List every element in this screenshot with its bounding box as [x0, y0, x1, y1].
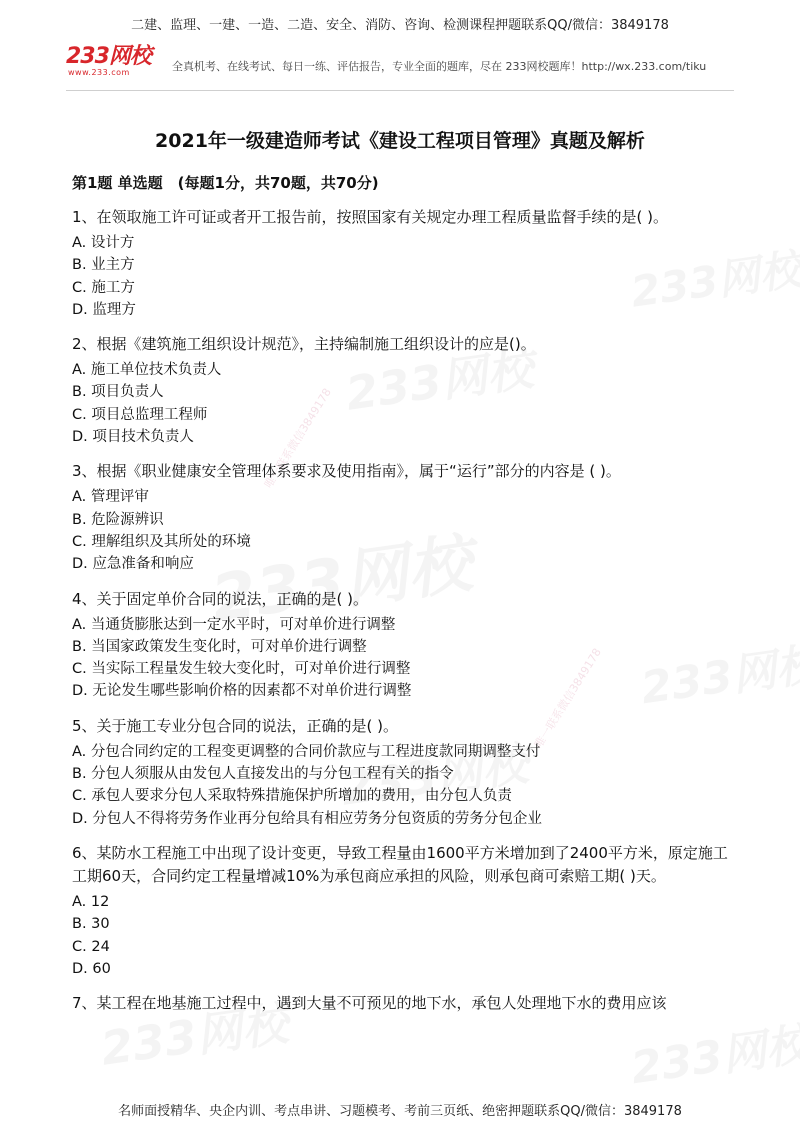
option-d: D. 60: [72, 960, 111, 977]
option-c: C. 24: [72, 938, 110, 955]
question-stem: 5、关于施工专业分包合同的说法，正确的是( )。: [72, 716, 399, 735]
option-a: A. 施工单位技术负责人: [72, 362, 222, 379]
option-b: B. 分包人须服从由发包人直接发出的与分包工程有关的指令: [72, 766, 454, 783]
header-slogan: 全真机考、在线考试、每日一练、评估报告，专业全面的题库，尽在 233网校题库！http://wx.233.com/tiku: [172, 60, 707, 73]
question-5: [72, 715, 732, 830]
option-b: B. 当国家政策发生变化时，可对单价进行调整: [72, 638, 367, 655]
question-list: [72, 206, 732, 1027]
option-c: C. 承包人要求分包人采取特殊措施保护所增加的费用，由分包人负责: [72, 788, 512, 805]
question-stem: 6、某防水工程施工中出现了设计变更，导致工程量由1600平方米增加到了2400平方米，原定施工工期60天，合同约定工程量增减10%为承包商应承担的风险，则承包商可索赔工期( )天。: [72, 843, 728, 885]
option-c: C. 施工方: [72, 279, 135, 296]
question-stem: 2、根据《建筑施工组织设计规范》，主持编制施工组织设计的应是()。: [72, 335, 536, 354]
question-stem: 3、根据《职业健康安全管理体系要求及使用指南》，属于“运行”部分的内容是 ( )。: [72, 462, 621, 481]
section-heading: 第1题 单选题 (每题1分，共70题，共70分): [72, 174, 379, 192]
question-stem: 1、在领取施工许可证或者开工报告前，按照国家有关规定办理工程质量监督手续的是( )。: [72, 208, 669, 226]
option-b: B. 30: [72, 916, 110, 933]
option-c: C. 理解组织及其所处的环境: [72, 533, 251, 550]
question-stem: 7、某工程在地基施工过程中，遇到大量不可预见的地下水，承包人处理地下水的费用应该: [72, 994, 667, 1013]
option-a: A. 设计方: [72, 235, 135, 251]
option-b: B. 危险源辨识: [72, 511, 164, 528]
option-d: D. 应急准备和响应: [72, 556, 194, 573]
option-d: D. 监理方: [72, 301, 136, 318]
logo-url-text: www.233.com: [68, 68, 130, 77]
bottom-banner: 名师面授精华、央企内训、考点串讲、习题模考、考前三页纸、绝密押题联系QQ/微信：3849178: [118, 1104, 682, 1119]
question-2: [72, 333, 732, 448]
option-a: A. 管理评审: [72, 489, 149, 506]
watermark-contact: 唯一联系微信3849178: [261, 386, 334, 491]
question-3: [72, 460, 732, 575]
question-7: [72, 992, 732, 1015]
question-stem: 4、关于固定单价合同的说法，正确的是( )。: [72, 589, 369, 608]
option-a: A. 当通货膨胀达到一定水平时，可对单价进行调整: [72, 616, 396, 633]
logo-main-text: 233网校: [66, 44, 151, 69]
question-1: [72, 206, 732, 321]
option-b: B. 业主方: [72, 257, 135, 274]
option-b: B. 项目负责人: [72, 384, 164, 401]
header-divider: [66, 90, 734, 91]
option-d: D. 无论发生哪些影响价格的因素都不对单价进行调整: [72, 683, 412, 700]
option-c: C. 当实际工程量发生较大变化时，可对单价进行调整: [72, 661, 411, 678]
question-6: [72, 842, 732, 980]
top-banner: 二建、监理、一建、一造、二造、安全、消防、咨询、检测课程押题联系QQ/微信：3849178: [131, 18, 669, 33]
page-header: [0, 40, 800, 84]
option-a: A. 12: [72, 893, 110, 910]
option-c: C. 项目总监理工程师: [72, 406, 208, 423]
option-a: A. 分包合同约定的工程变更调整的合同价款应与工程进度款同期调整支付: [72, 743, 541, 760]
watermark-contact: 唯一联系微信3849178: [531, 646, 604, 751]
document-title: 2021年一级建造师考试《建设工程项目管理》真题及解析: [155, 130, 645, 152]
option-d: D. 项目技术负责人: [72, 429, 194, 446]
question-4: [72, 588, 732, 703]
brand-logo: [66, 46, 162, 80]
option-d: D. 分包人不得将劳务作业再分包给具有相应劳务分包资质的劳务分包企业: [72, 810, 542, 827]
